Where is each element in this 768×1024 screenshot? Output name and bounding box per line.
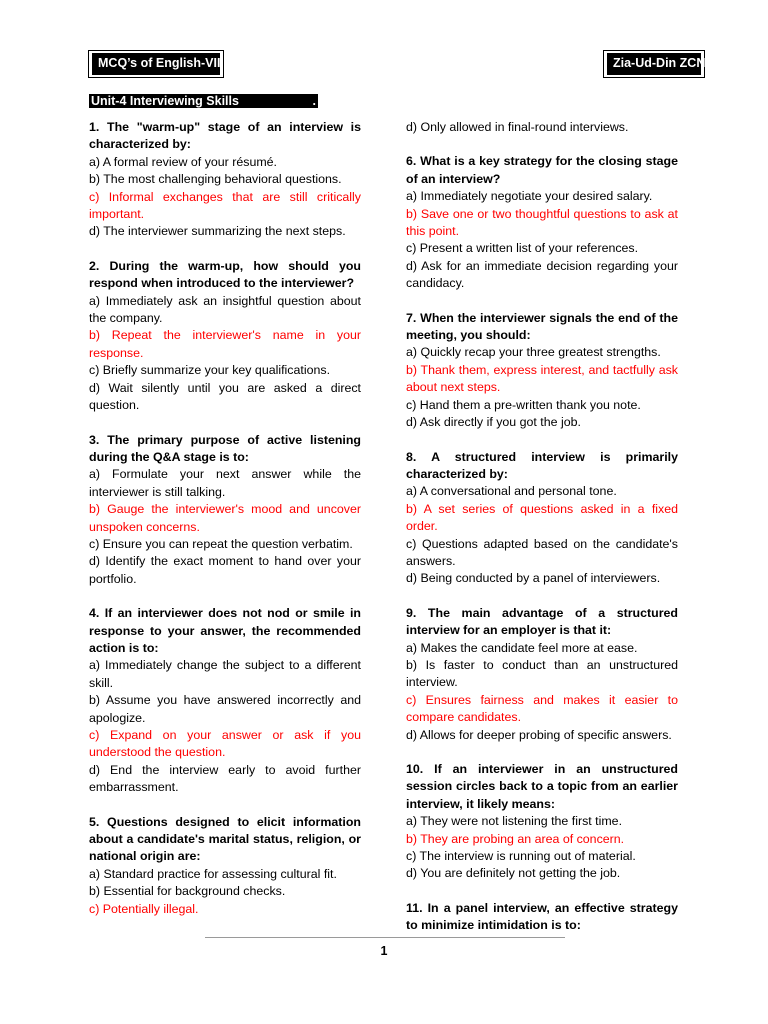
footer-divider [205,937,565,938]
answer-option: b) Essential for background checks. [89,884,286,899]
question-text: 5. Questions designed to elicit information about a candidate's marital status, religion, or national origin are: [89,814,361,864]
correct-answer-option: b) They are probing an area of concern. [406,831,625,846]
answer-option: a) A conversational and personal tone. [406,484,617,499]
correct-answer-option: b) A set series of questions asked in a fixed order. [406,501,678,534]
author-box [603,50,705,78]
correct-answer-option: c) Ensures fairness and makes it easier to compare candidates. [406,692,678,725]
correct-answer-option: c) Informal exchanges that are still critically important. [89,189,361,222]
right-column [406,119,678,952]
answer-option: c) Present a written list of your references. [406,241,639,256]
answer-option: c) Hand them a pre-written thank you note. [406,397,641,412]
question-block [406,605,678,744]
answer-option: c) Briefly summarize your key qualifications. [89,363,331,378]
unit-heading-label: Unit-4 Interviewing Skills [91,94,239,108]
page-number: 1 [380,944,388,958]
answer-option: a) A formal review of your résumé. [89,154,277,169]
question-block [406,119,678,136]
question-block [406,310,678,432]
answer-option: b) The most challenging behavioral questions. [89,172,342,187]
question-text: 10. If an interviewer in an unstructured session circles back to a topic from an earlier interview, it likely means: [406,762,678,811]
correct-answer-option: b) Repeat the interviewer's name in your response. [89,328,361,360]
question-text: 3. The primary purpose of active listening during the Q&A stage is to: [89,432,361,464]
answer-option: a) Immediately change the subject to a different skill. [89,658,361,690]
question-block [406,761,678,883]
answer-option: d) The interviewer summarizing the next steps. [89,224,346,239]
answer-option: d) End the interview early to avoid further embarrassment. [89,762,361,795]
answer-option: d) Ask for an immediate decision regarding your candidacy. [406,258,678,291]
question-block [89,119,361,241]
question-block [406,449,678,588]
answer-option: d) You are definitely not getting the job. [406,866,621,881]
answer-option: a) Standard practice for assessing cultural fit. [89,866,337,881]
answer-option: a) Immediately negotiate your desired salary. [406,189,653,204]
answer-option: d) Wait silently until you are asked a direct question. [89,380,361,413]
question-text: 1. The "warm-up" stage of an interview is characterized by: [89,120,361,152]
question-block [89,432,361,589]
question-block [406,153,678,292]
author-name: Zia-Ud-Din ZCN [607,53,701,75]
answer-option: a) Immediately ask an insightful question about the company. [89,293,361,326]
unit-heading [89,94,318,108]
answer-option: b) Assume you have answered incorrectly and apologize. [89,693,361,725]
answer-option: b) Is faster to conduct than an unstructured interview. [406,657,678,690]
correct-answer-option: c) Expand on your answer or ask if you understood the question. [89,728,361,760]
answer-option: d) Allows for deeper probing of specific answers. [406,727,672,742]
answer-option: d) Being conducted by a panel of interviewers. [406,571,661,586]
question-text: 2. During the warm-up, how should you respond when introduced to the interviewer? [89,258,361,291]
answer-option: a) Formulate your next answer while the interviewer is still talking. [89,467,361,499]
correct-answer-option: b) Save one or two thoughtful questions to ask at this point. [406,206,678,239]
correct-answer-option: b) Gauge the interviewer's mood and uncover unspoken concerns. [89,502,361,534]
left-column [89,119,361,935]
question-block [89,258,361,415]
document-title-box [88,50,224,78]
question-text: 4. If an interviewer does not nod or smile in response to your answer, the recommended action is to: [89,606,361,655]
document-title: MCQ’s of English-VII [92,53,220,75]
answer-option: d) Only allowed in final-round interviews. [406,120,629,134]
answer-option: a) Makes the candidate feel more at ease. [406,640,638,655]
question-text: 6. What is a key strategy for the closing stage of an interview? [406,154,678,186]
answer-option: c) The interview is running out of material. [406,849,636,864]
answer-option: c) Questions adapted based on the candidate's answers. [406,536,678,568]
unit-heading-dot: . [312,94,316,108]
answer-option: d) Identify the exact moment to hand over your portfolio. [89,554,361,586]
question-block [406,900,678,935]
question-text: 11. In a panel interview, an effective strategy to minimize intimidation is to: [406,900,678,933]
question-text: 7. When the interviewer signals the end of the meeting, you should: [406,310,678,343]
answer-option: d) Ask directly if you got the job. [406,415,581,430]
correct-answer-option: b) Thank them, express interest, and tactfully ask about next steps. [406,362,678,395]
correct-answer-option: c) Potentially illegal. [89,901,199,916]
answer-option: a) They were not listening the first time. [406,814,623,829]
question-text: 9. The main advantage of a structured interview for an employer is that it: [406,605,678,638]
question-block [89,605,361,796]
answer-option: a) Quickly recap your three greatest strengths. [406,345,661,360]
question-text: 8. A structured interview is primarily characterized by: [406,449,678,481]
question-block [89,814,361,918]
answer-option: c) Ensure you can repeat the question verbatim. [89,536,353,551]
